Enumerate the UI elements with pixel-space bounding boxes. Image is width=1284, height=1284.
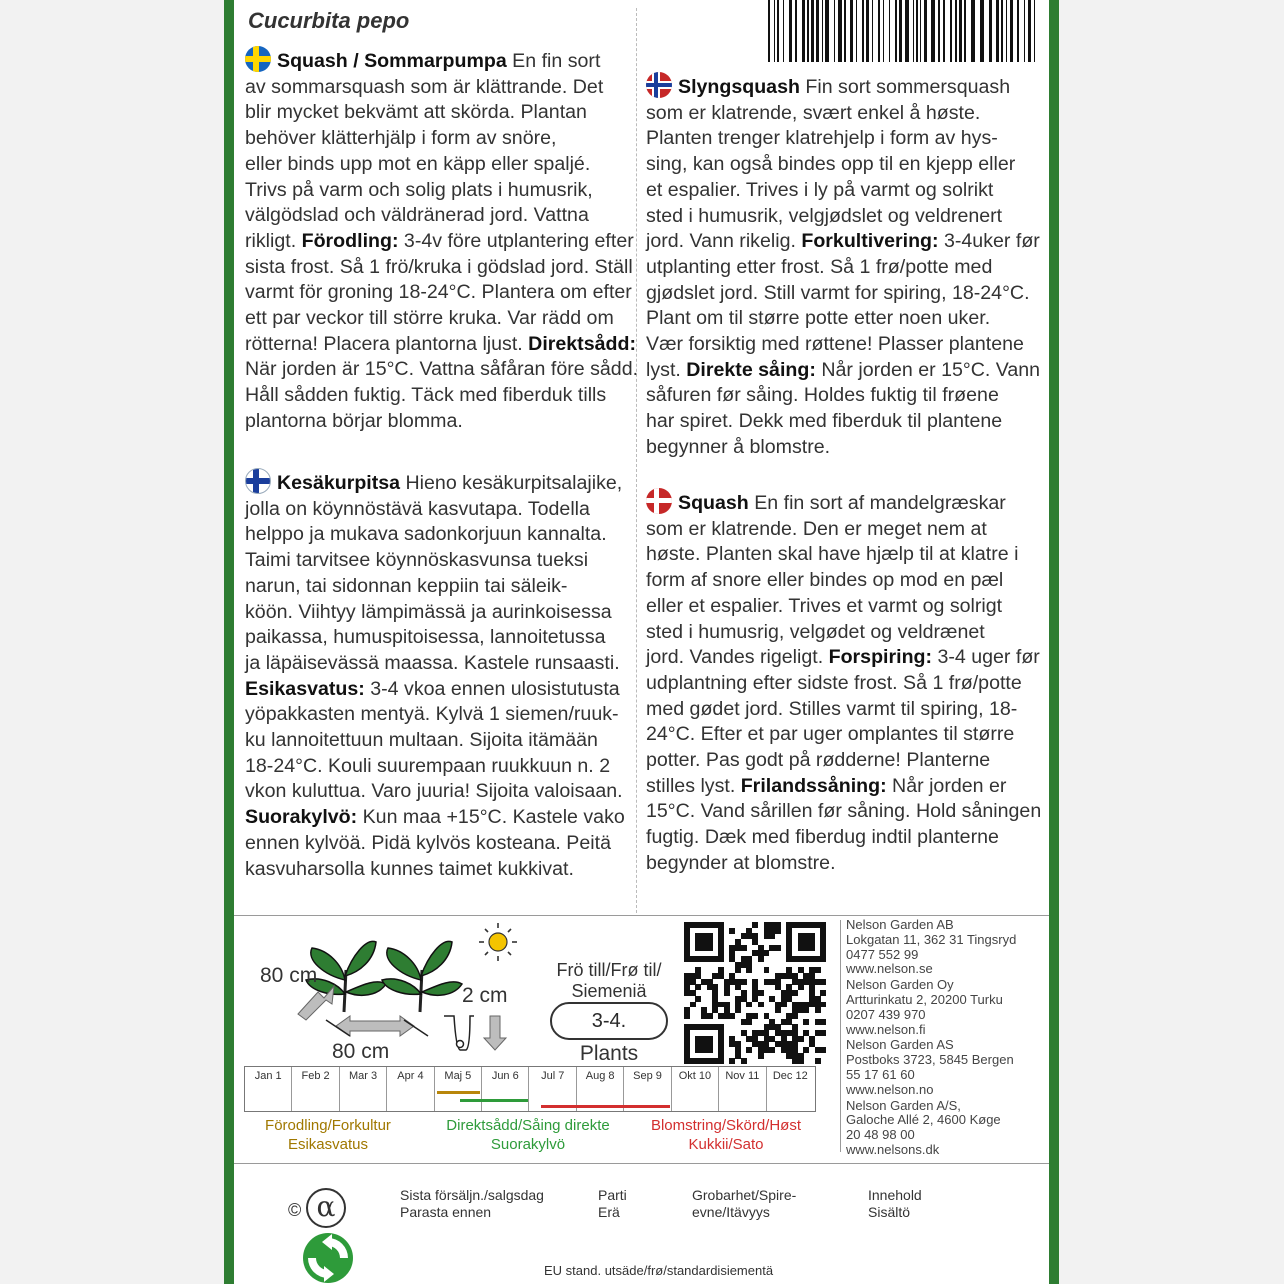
text-line: Kesäkurpitsa Hieno kesäkurpitsalajike,: [245, 468, 625, 497]
text-line: sista frost. Så 1 frö/kruka i gödslad jord. Ställ: [245, 255, 633, 278]
text-line: Squash En fin sort af mandelgræskar: [646, 488, 1041, 517]
text-line: Suorakylvö: Kun maa +15°C. Kastele vako: [245, 806, 625, 829]
text-block-norwegian: [646, 72, 1040, 461]
text-line: plantorna börjar blomma.: [245, 409, 463, 432]
calendar-month: Apr 4: [387, 1067, 434, 1111]
calendar-month: Aug 8: [577, 1067, 624, 1111]
text-line: høste. Planten skal have hjælp til at klatre i: [646, 543, 1019, 566]
text-line: jolla on köynnöstävä kasvutapa. Todella: [245, 497, 590, 520]
text-line: som er klatrende, svært enkel å høste.: [646, 101, 981, 124]
text-line: Taimi tarvitsee köynnöskasvunsa tueksi: [245, 549, 589, 572]
text-line: form af snore eller bindes op mod en pæl: [646, 569, 1004, 592]
flag-fi-icon: [245, 468, 271, 494]
text-block-danish: [646, 488, 1041, 877]
text-line: rötterna! Placera plantorna ljust. Direktsådd:: [245, 332, 636, 355]
address-block: Nelson Garden AB Lokgatan 11, 362 31 Tingsryd 0477 552 99 www.nelson.se: [846, 917, 1017, 977]
text-line: jord. Vann rikelig. Forkultivering: 3-4uker før: [646, 230, 1040, 253]
text-line: lyst. Direkte såing: Når jorden er 15°C. Vann: [646, 358, 1041, 381]
text-line: som er klatrende. Den er meget nem at: [646, 517, 987, 540]
text-line: helppo ja mukava sadonkorjuun kannalta.: [245, 523, 607, 546]
sun-icon: [479, 923, 517, 961]
calendar-month: Jun 6: [482, 1067, 529, 1111]
calendar-month: Sep 9: [624, 1067, 671, 1111]
germination-label: Grobarhet/Spire- evne/Itävyys: [692, 1187, 797, 1220]
seeds-per-label: Frö till/Frø til/ Siemeniä: [556, 960, 662, 1001]
section-divider-top: [234, 915, 1049, 916]
text-line: varmt för groning 18-24°C. Plantera om efter: [245, 281, 632, 304]
text-line: eller binds upp mot en käpp eller spaljé.: [245, 152, 591, 175]
legend-harvest: Blomstring/Skörd/Høst Kukkii/Sato: [650, 1117, 802, 1153]
calendar-month: Okt 10: [672, 1067, 719, 1111]
text-line: fugtig. Dæk med fiberdug indtil planterne: [646, 826, 999, 849]
text-line: 15°C. Vand sårillen før såning. Hold såningen: [646, 800, 1042, 823]
text-line: ja läpäisevässä maassa. Kastele runsaasti.: [245, 651, 620, 674]
text-line: vkon kuluttua. Varo juuria! Sijoita valoisaan.: [245, 780, 623, 803]
text-line: 18-24°C. Kouli suurempaan ruukkuun n. 2: [245, 754, 611, 777]
flag-se-icon: [245, 46, 271, 72]
text-line: När jorden är 15°C. Vattna såfåran före sådd.: [245, 358, 639, 381]
text-line: sted i humusrig, velgødet og veldrænet: [646, 620, 985, 643]
text-line: blir mycket bekvämt att skörda. Plantan: [245, 101, 587, 124]
address-block: Nelson Garden A/S, Galoche Allé 2, 4600 Køge 20 48 98 00 www.nelsons.dk: [846, 1097, 1001, 1157]
text-line: ett par veckor till större kruka. Var rädd om: [245, 307, 614, 330]
text-line: köön. Viihtyy lämpimässä ja aurinkoisessa: [245, 600, 612, 623]
sell-by-label: Sista försäljn./salgsdag Parasta ennen: [400, 1187, 544, 1220]
text-line: ennen kylvöä. Pidä kylvös kosteana. Peitä: [245, 831, 611, 854]
text-line: narun, tai sidonnan keppiin tai säleik-: [245, 574, 568, 597]
text-line: jord. Vandes rigeligt. Forspiring: 3-4 uger før: [646, 646, 1040, 669]
text-line: välgödslad och väldränerad jord. Vattna: [245, 204, 589, 227]
text-line: såfuren før såing. Holdes fuktig til frøene: [646, 384, 999, 407]
seeds-count-pill: 3-4.: [550, 1002, 668, 1040]
eu-standard-label: EU stand. utsäde/frø/standardisiementä: [544, 1263, 774, 1278]
flag-no-icon: [646, 72, 672, 98]
calendar-month: Maj 5: [435, 1067, 482, 1111]
address-block: Nelson Garden AS Postboks 3723, 5845 Bergen 55 17 61 60 www.nelson.no: [846, 1037, 1014, 1097]
flag-dk-icon: [646, 488, 672, 514]
green-border-left: [224, 0, 234, 1284]
latin-name: Cucurbita pepo: [248, 8, 410, 33]
text-line: udplantning efter sidste frost. Så 1 frø/potte: [646, 671, 1022, 694]
address-separator: [840, 920, 841, 1152]
row-spacing-label: 80 cm: [332, 1040, 390, 1063]
legend-direct: Direktsådd/Såing direkte Suorakylvö: [446, 1117, 610, 1153]
text-line: rikligt. Förodling: 3-4v före utplantering efter: [245, 229, 634, 252]
qr-code: [684, 922, 826, 1064]
calendar-month: Nov 11: [719, 1067, 766, 1111]
text-line: Esikasvatus: 3-4 vkoa ennen ulosistutusta: [245, 677, 620, 700]
calendar-month: Dec 12: [772, 1070, 808, 1082]
text-line: Plant om til større potte etter noen uker.: [646, 307, 991, 330]
text-line: har spiret. Dekk med fiberduk til plantene: [646, 410, 1003, 433]
text-block-swedish: [245, 46, 638, 435]
green-border-right: [1049, 0, 1059, 1284]
calendar-month: Mar 3: [340, 1067, 387, 1111]
company-addresses: [846, 918, 1046, 1158]
text-line: Planten trenger klatrehjelp i form av hys-: [646, 127, 998, 150]
sowing-depth-label: 2 cm: [462, 984, 508, 1007]
text-line: 24°C. Efter et par uger omplantes til større: [646, 723, 1015, 746]
text-line: Squash / Sommarpumpa En fin sort: [245, 46, 638, 75]
calendar-month: Jan 1: [245, 1067, 292, 1111]
text-line: eller et espalier. Trives et varmt og solrigt: [646, 594, 1003, 617]
alpha-logo: α: [306, 1188, 346, 1228]
contents-label: Innehold Sisältö: [868, 1187, 922, 1220]
text-line: et espalier. Trives i ly på varmt og solrikt: [646, 178, 994, 201]
recycle-green-dot-icon: [302, 1232, 354, 1284]
seed-icon: [457, 1041, 464, 1048]
text-line: paikassa, humuspitoisessa, lannoitetussa: [245, 626, 606, 649]
address-block: Nelson Garden Oy Artturinkatu 2, 20200 Turku 0207 439 970 www.nelson.fi: [846, 977, 1003, 1037]
text-line: utplanting etter frost. Så 1 frø/potte med: [646, 255, 993, 278]
harvest-bar: [541, 1105, 670, 1108]
copyright-symbol: ©: [288, 1200, 302, 1220]
indoor-sowing-bar: [437, 1091, 480, 1094]
direct-sowing-bar: [460, 1099, 527, 1102]
text-line: stilles lyst. Frilandssåning: Når jorden er: [646, 774, 1007, 797]
text-line: begynner å blomstre.: [646, 435, 831, 458]
barcode: [764, 0, 1046, 64]
text-line: Vær forsiktig med røttene! Plasser plantene: [646, 333, 1024, 356]
text-line: Trivs på varm och solig plats i humusrik,: [245, 178, 593, 201]
text-line: yöpakkasten mentyä. Kylvä 1 siemen/ruuk-: [245, 703, 619, 726]
text-block-finnish: [245, 468, 625, 882]
text-line: begynder at blomstre.: [646, 851, 836, 874]
text-line: kasvuharsolla kunnes taimet kukkivat.: [245, 857, 574, 880]
text-line: med gødet jord. Stilles varmt til spiring, 18-: [646, 697, 1018, 720]
text-line: gjødslet jord. Still varmt for spiring, 18-24°C.: [646, 281, 1030, 304]
text-line: sing, kan også bindes opp til en kjepp eller: [646, 153, 1016, 176]
calendar-month: Jul 7: [530, 1067, 577, 1111]
text-line: Håll sådden fuktig. Täck med fiberduk tills: [245, 384, 607, 407]
legend-indoor: Förodling/Forkultur Esikasvatus: [265, 1117, 391, 1153]
lot-label: Parti Erä: [598, 1187, 627, 1220]
calendar-month: Feb 2: [292, 1067, 339, 1111]
plant-spacing-label: 80 cm: [260, 964, 318, 987]
text-line: ku lannoitettuun multaan. Sijoita itämään: [245, 729, 598, 752]
plant-icon-right: [382, 941, 462, 1012]
text-line: potter. Pas godt på rødderne! Planterne: [646, 749, 991, 772]
text-line: behöver klätterhjälp i form av snöre,: [245, 127, 557, 150]
sowing-calendar: [244, 1066, 816, 1112]
section-divider-bottom: [234, 1163, 1049, 1164]
text-line: sted i humusrik, velgjødslet og veldrenert: [646, 204, 1003, 227]
seeds-unit-label: Plants: [579, 1042, 639, 1065]
text-line: av sommarsquash som är klättrande. Det: [245, 75, 604, 98]
text-line: Slyngsquash Fin sort sommersquash: [646, 72, 1040, 101]
